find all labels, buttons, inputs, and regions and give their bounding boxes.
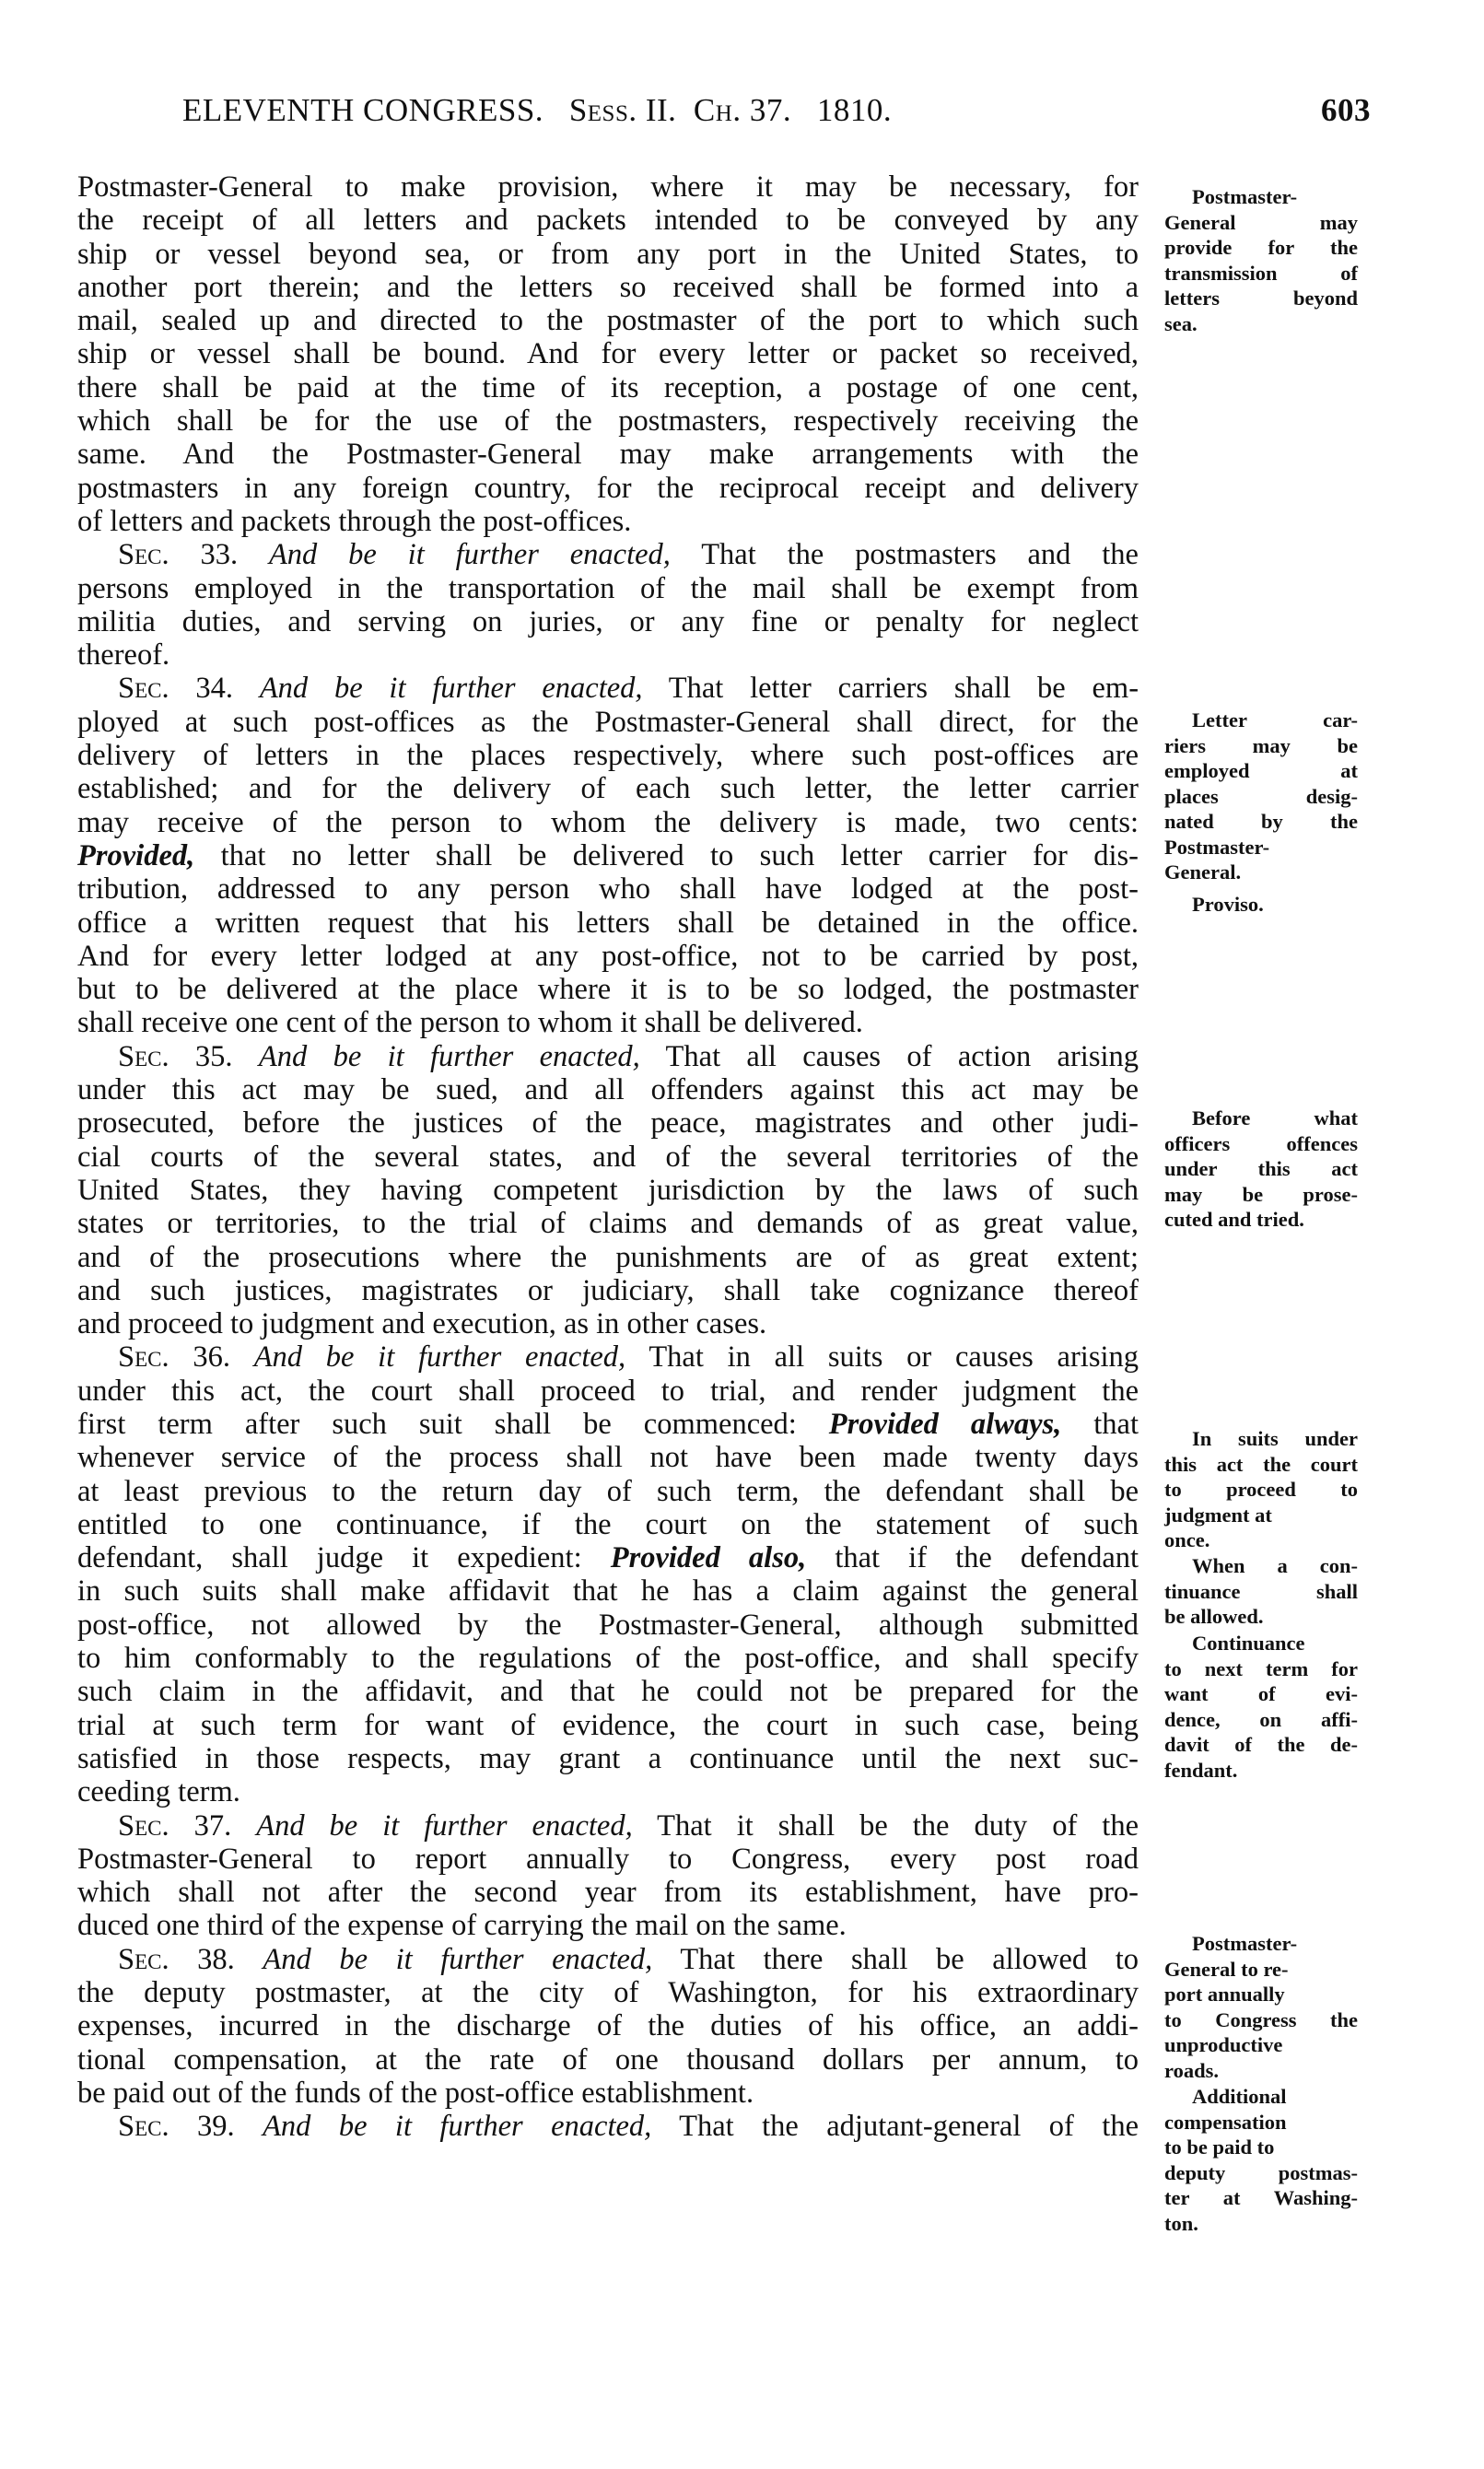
- note-line: Proviso.: [1192, 893, 1264, 916]
- text-line: postmasters in any foreign country, for the reciprocal receipt and delivery: [77, 471, 1139, 505]
- section-label: Sec. 34.: [118, 672, 234, 706]
- text-line: shall receive one cent of the person to whom it shall be delivered.: [77, 1006, 863, 1040]
- note-line: transmission of: [1164, 261, 1358, 285]
- text-line: persons employed in the transportation of the mail shall be exempt from: [77, 571, 1139, 605]
- margin-note-prosecution: [1164, 1106, 1358, 1233]
- text-line: another port therein; and the letters so received shall be formed into a: [77, 270, 1139, 304]
- text-line: mail, sealed up and directed to the postmaster of the port to which such: [77, 304, 1139, 338]
- margin-note-continuance-evidence: [1164, 1631, 1358, 1783]
- text-line: ship or vessel shall be bound. And for every letter or packet so received,: [77, 337, 1139, 371]
- text-line: United States, they having competent jurisdiction by the laws of such: [77, 1173, 1139, 1207]
- text-line: ceeding term.: [77, 1775, 240, 1809]
- text-fragment: That it shall be the duty of the: [657, 1808, 1139, 1843]
- note-line: letters beyond: [1164, 287, 1358, 310]
- note-line: dence, on affi-: [1164, 1707, 1358, 1731]
- enacting-clause: And be it further enacted,: [256, 1808, 633, 1843]
- text-fragment: That all causes of action arising: [665, 1039, 1139, 1073]
- note-line: once.: [1164, 1528, 1210, 1551]
- text-line: under this act, the court shall proceed to trial, and render judgment the: [77, 1374, 1139, 1408]
- text-fragment: that no letter shall be delivered to such letter carrier for dis-: [220, 838, 1139, 872]
- margin-note-continuance-allowed: [1164, 1553, 1358, 1630]
- enacting-clause: And be it further enacted,: [258, 1039, 640, 1073]
- section-38: [77, 1943, 1139, 2110]
- note-line: Continuance: [1192, 1632, 1305, 1655]
- running-header: [182, 92, 1371, 138]
- note-line: roads.: [1164, 2058, 1219, 2082]
- text-line: may receive of the person to whom the delivery is made, two cents:: [77, 805, 1139, 839]
- section-label: Sec. 33.: [118, 538, 239, 572]
- section-first-line: [77, 2110, 1139, 2143]
- text-fragment: defendant, shall judge it expedient:: [77, 1541, 582, 1575]
- text-line: in such suits shall make affidavit that he has a claim against the general: [77, 1574, 1139, 1609]
- statute-body: [77, 170, 1139, 2144]
- text-line: satisfied in those respects, may grant a continuance until the next suc-: [77, 1741, 1139, 1775]
- text-fragment: That letter carriers shall be em-: [668, 672, 1139, 706]
- note-line: Letter car-: [1192, 708, 1358, 731]
- text-line: there shall be paid at the time of its reception, a postage of one cent,: [77, 370, 1139, 404]
- congress-label: ELEVENTH CONGRESS.: [182, 92, 544, 128]
- section-first-line: [77, 1340, 1139, 1374]
- note-line: In suits under: [1192, 1427, 1358, 1450]
- text-line: and such justices, magistrates or judiciary, shall take cognizance thereof: [77, 1273, 1139, 1307]
- text-line: such claim in the affidavit, and that he could not be prepared for the: [77, 1675, 1139, 1709]
- section-first-line: [77, 1040, 1139, 1073]
- proviso-line: [77, 839, 1139, 872]
- note-line: General to re-: [1164, 1957, 1289, 1981]
- margin-note-proviso: [1164, 892, 1358, 918]
- text-line: whenever service of the process shall not have been made twenty days: [77, 1441, 1139, 1475]
- section-35: [77, 1040, 1139, 1341]
- note-line: want of evi-: [1164, 1682, 1358, 1705]
- session-label: Sess. II.: [568, 92, 677, 128]
- note-line: to next term for: [1164, 1656, 1358, 1680]
- note-line: officers offences: [1164, 1131, 1358, 1155]
- note-line: port annually: [1164, 1983, 1285, 2006]
- text-fragment: That there shall be allowed to: [680, 1942, 1139, 1976]
- section-label: Sec. 35.: [118, 1039, 233, 1073]
- enacting-clause: And be it further enacted,: [253, 1340, 626, 1375]
- section-label: Sec. 38.: [118, 1942, 235, 1976]
- text-line: which shall be for the use of the postmasters, respectively receiving the: [77, 404, 1139, 439]
- note-line: ter at Washing-: [1164, 2186, 1358, 2209]
- note-line: Before what: [1192, 1106, 1358, 1129]
- text-line: And for every letter lodged at any post-office, not to be carried by post,: [77, 939, 1139, 973]
- note-line: Additional: [1192, 2085, 1287, 2108]
- note-line: compensation: [1164, 2110, 1287, 2134]
- section-first-line: [77, 538, 1139, 571]
- text-line: and of the prosecutions where the punishments are of as great extent;: [77, 1240, 1139, 1274]
- margin-note-judgment: [1164, 1426, 1358, 1553]
- text-line: delivery of letters in the places respectively, where such post-offices are: [77, 739, 1139, 773]
- section-label: Sec. 36.: [118, 1340, 230, 1375]
- note-line: judgment at: [1164, 1503, 1272, 1527]
- margin-note-report-roads: [1164, 1931, 1358, 2083]
- section-first-line: [77, 1809, 1139, 1843]
- note-line: General may: [1164, 210, 1358, 234]
- note-line: may be prose-: [1164, 1182, 1358, 1206]
- margin-note-additional-compensation: [1164, 2084, 1358, 2236]
- note-line: to be paid to: [1164, 2136, 1275, 2159]
- text-line: under this act may be sued, and all offenders against this act may be: [77, 1073, 1139, 1107]
- note-line: Postmaster-: [1192, 185, 1298, 208]
- proviso-word: Provided always,: [828, 1407, 1062, 1441]
- proviso-line: [77, 1541, 1139, 1574]
- note-line: nated by the: [1164, 810, 1358, 833]
- text-line: prosecuted, before the justices of the peace, magistrates and other judi-: [77, 1106, 1139, 1141]
- text-fragment: That the postmasters and the: [701, 538, 1139, 572]
- section-first-line: [77, 1943, 1139, 1976]
- text-line: the receipt of all letters and packets intended to be conveyed by any: [77, 204, 1139, 238]
- text-line: which shall not after the second year from its establishment, have pro-: [77, 1876, 1139, 1910]
- header-title: [182, 92, 892, 129]
- note-line: cuted and tried.: [1164, 1208, 1304, 1231]
- proviso-word: Provided,: [77, 838, 195, 872]
- text-line: cial courts of the several states, and of the several territories of the: [77, 1140, 1139, 1174]
- text-line: ship or vessel beyond sea, or from any port in the United States, to: [77, 237, 1139, 271]
- note-line: General.: [1164, 860, 1242, 883]
- text-fragment: first term after such suit shall be commenced:: [77, 1407, 797, 1441]
- note-line: under this act: [1164, 1157, 1358, 1180]
- text-line: states or territories, to the trial of claims and demands of as great value,: [77, 1207, 1139, 1241]
- text-line: office a written request that his letters shall be detained in the office.: [77, 906, 1139, 940]
- section-34: [77, 672, 1139, 1039]
- text-line: entitled to one continuance, if the court on the statement of such: [77, 1507, 1139, 1541]
- year-label: 1810.: [816, 92, 893, 128]
- text-line: ployed at such post-offices as the Postmaster-General shall direct, for the: [77, 705, 1139, 739]
- continuation-paragraph: [77, 170, 1139, 538]
- text-fragment: That in all suits or causes arising: [649, 1340, 1139, 1375]
- note-line: fendant.: [1164, 1758, 1238, 1782]
- section-37: [77, 1809, 1139, 1943]
- page-number: 603: [1321, 92, 1371, 128]
- note-line: to proceed to: [1164, 1478, 1358, 1501]
- text-line: tional compensation, at the rate of one thousand dollars per annum, to: [77, 2042, 1139, 2077]
- text-line: expenses, incurred in the discharge of the duties of his office, an addi-: [77, 2009, 1139, 2043]
- note-line: this act the court: [1164, 1452, 1358, 1476]
- enacting-clause: And be it further enacted,: [263, 2110, 652, 2144]
- note-line: Postmaster-: [1164, 835, 1270, 859]
- enacting-clause: And be it further enacted,: [263, 1942, 653, 1976]
- note-line: employed at: [1164, 759, 1358, 782]
- chapter-label: Ch. 37.: [693, 92, 792, 128]
- note-line: deputy postmas-: [1164, 2160, 1358, 2184]
- text-line: tribution, addressed to any person who shall have lodged at the post-: [77, 872, 1139, 907]
- note-line: tinuance shall: [1164, 1579, 1358, 1603]
- proviso-word: Provided also,: [610, 1541, 807, 1575]
- text-fragment: That the adjutant-general of the: [679, 2110, 1139, 2144]
- margin-note-letter-carriers: [1164, 708, 1358, 885]
- note-line: places desig-: [1164, 784, 1358, 808]
- text-line: Postmaster-General to report annually to Congress, every post road: [77, 1842, 1139, 1876]
- section-first-line: [77, 672, 1139, 705]
- text-line: of letters and packets through the post-offices.: [77, 504, 632, 538]
- text-line: Postmaster-General to make provision, where it may be necessary, for: [77, 170, 1139, 204]
- text-line: the deputy postmaster, at the city of Washington, for his extraordinary: [77, 1976, 1139, 2010]
- enacting-clause: And be it further enacted,: [259, 672, 643, 706]
- section-39: [77, 2110, 1139, 2143]
- section-33: [77, 538, 1139, 672]
- note-line: sea.: [1164, 311, 1198, 335]
- note-line: to Congress the: [1164, 2007, 1358, 2031]
- text-line: and proceed to judgment and execution, as in other cases.: [77, 1307, 767, 1341]
- text-line: at least previous to the return day of such term, the defendant shall be: [77, 1474, 1139, 1508]
- note-line: unproductive: [1164, 2033, 1283, 2056]
- text-line: established; and for the delivery of each such letter, the letter carrier: [77, 772, 1139, 806]
- text-line: thereof.: [77, 638, 170, 673]
- section-36: [77, 1340, 1139, 1808]
- proviso-line: [77, 1408, 1139, 1441]
- section-label: Sec. 37.: [118, 1808, 232, 1843]
- text-line: duced one third of the expense of carrying the mail on the same.: [77, 1909, 847, 1943]
- note-line: When a con-: [1192, 1554, 1358, 1577]
- margin-note-foreign-mail: [1164, 184, 1358, 336]
- note-line: Postmaster-: [1192, 1932, 1298, 1955]
- section-label: Sec. 39.: [118, 2110, 235, 2144]
- note-line: davit of the de-: [1164, 1733, 1358, 1756]
- text-fragment: that if the defendant: [835, 1541, 1139, 1575]
- text-line: to him conformably to the regulations of the post-office, and shall specify: [77, 1642, 1139, 1676]
- note-line: provide for the: [1164, 236, 1358, 259]
- text-fragment: that: [1093, 1407, 1139, 1441]
- note-line: be allowed.: [1164, 1605, 1264, 1628]
- text-line: be paid out of the funds of the post-office establishment.: [77, 2076, 754, 2110]
- text-line: but to be delivered at the place where it is to be so lodged, the postmaster: [77, 973, 1139, 1007]
- text-line: same. And the Postmaster-General may make arrangements with the: [77, 438, 1139, 472]
- text-line: militia duties, and serving on juries, or any fine or penalty for neglect: [77, 604, 1139, 638]
- text-line: trial at such term for want of evidence, the court in such case, being: [77, 1708, 1139, 1742]
- note-line: ton.: [1164, 2211, 1198, 2235]
- enacting-clause: And be it further enacted,: [268, 538, 671, 572]
- text-line: post-office, not allowed by the Postmaster-General, although submitted: [77, 1608, 1139, 1642]
- note-line: riers may be: [1164, 733, 1358, 757]
